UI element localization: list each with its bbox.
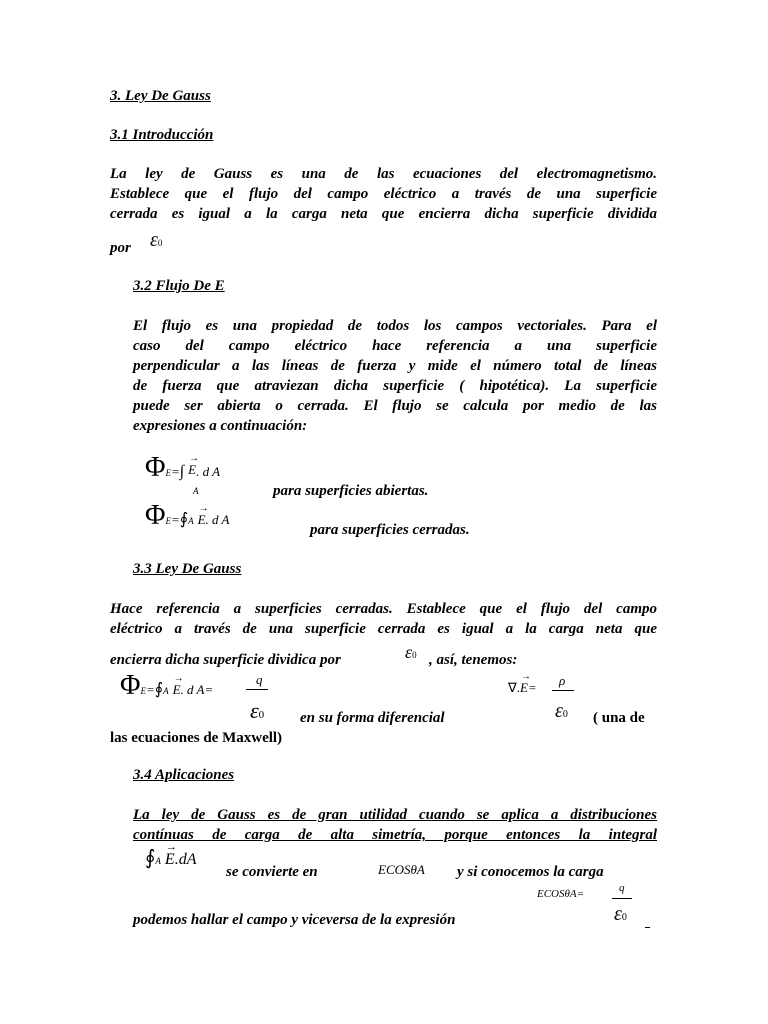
phi-symbol: Φ [145,452,166,483]
paragraph-line: Hace referencia a superficies cerradas. Establece que el flujo del campo [110,601,657,617]
e-vector: → E [188,453,200,477]
subscript-a: A [163,686,169,696]
section-3-2-paragraph [133,316,657,436]
open-surface-label: para superficies abiertas. [273,483,429,499]
subscript-zero: 0 [621,912,627,923]
equals: = [170,512,180,527]
subscript-zero: 0 [412,650,417,660]
ecos-expression: ECOSθA [378,862,425,877]
gauss-integral-formula [120,670,213,702]
section-3-1-paragraph [110,164,657,224]
equals: = [170,464,180,479]
last-line-text: podemos hallar el campo y viceversa de la expresión [133,912,456,928]
integral-e-da [145,841,197,870]
section-3-1-title: 3.1 Introducción [110,127,214,143]
dot-da: .dA [174,851,197,868]
denominator-epsilon [555,700,568,723]
fraction-bar [552,690,574,691]
integral-symbol: ∫ [179,463,185,480]
paragraph-line: El flujo es una propiedad de todos los campos vectoriales. Para el [133,318,657,334]
epsilon-zero [405,642,417,663]
epsilon-symbol: ε [150,229,158,251]
gauss-differential-formula [508,671,537,697]
contour-integral-symbol: ∮ [145,847,156,869]
flux-open-formula [145,452,220,484]
phi-symbol: Φ [120,670,141,701]
differential-form-label: en su forma diferencial [300,710,445,726]
epsilon-symbol: ε [250,698,259,723]
e-vector: → E [172,673,184,697]
fraction-bar [612,898,632,899]
dot-dA: . d A [205,512,230,527]
converts-text: se convierte en [226,864,318,880]
dot-dA-equals: . d A= [180,682,214,697]
maxwell-text: las ecuaciones de Maxwell) [110,730,283,746]
phi-symbol: Φ [145,500,166,531]
section-3-2-title: 3.2 Flujo De E [133,278,225,294]
equals: = [145,682,155,697]
section-3-4-paragraph [133,805,657,845]
numerator-rho: ρ [559,673,566,688]
section-3-title: 3. Ley De Gauss [110,88,211,104]
fraction-bar [246,689,268,690]
paragraph-line: Establece que el flujo del campo eléctrico a través de una superficie [110,186,657,202]
subscript-zero: 0 [562,709,568,720]
subscript-a: A [193,486,199,496]
numerator-q: q [619,882,625,894]
paragraph-line: La ley de Gauss es de gran utilidad cuando se aplica a distribuciones [133,807,657,823]
section-3-3-title: 3.3 Ley De Gauss [133,561,242,577]
dot-dA: . d A [196,464,221,479]
closed-surface-label: para superficies cerradas. [310,522,470,538]
flux-closed-formula [145,500,230,532]
epsilon-symbol: ε [614,903,622,925]
subscript-zero: 0 [157,238,163,248]
epsilon-zero [150,229,162,252]
subscript-e: E [140,686,146,696]
por-text: por [110,240,131,256]
e-vector: → E [519,671,531,695]
contour-integral-symbol: ∮ [179,511,189,528]
paragraph-line: eléctrico a través de una superficie cerrada es igual a la carga neta que [110,621,657,637]
section-3-3-line3-end: , así, tenemos: [429,652,518,668]
paragraph-line: expresiones a continuación: [133,418,308,434]
e-vector: → E [164,841,177,868]
equals: = [527,680,537,695]
ecos-equation: ECOSθA= [537,888,585,900]
trailing-dash [645,927,650,928]
epsilon-symbol: ε [405,642,413,662]
paragraph-line: cerrada es igual a la carga neta que encierra dicha superficie dividida [110,206,657,222]
subscript-a: A [155,856,161,866]
paragraph-line: La ley de Gauss es una de las ecuaciones del electromagnetismo. [110,166,657,182]
paragraph-line: de fuerza que atraviezan dicha superficie ( hipotética). La superficie [133,378,657,394]
denominator-epsilon [614,903,627,926]
subscript-a: A [188,516,194,526]
numerator-q: q [256,672,263,687]
contour-integral-symbol: ∮ [154,681,164,698]
paragraph-line: puede ser abierta o cerrada. El flujo se calcula por medio de las [133,398,657,414]
section-3-3-line3: encierra dicha superficie dividica por [110,652,341,668]
paragraph-line: contínuas de carga de alta simetría, porque entonces la integral [133,827,657,843]
section-3-3-paragraph [110,599,657,639]
e-vector: → E [197,503,209,527]
denominator-epsilon [250,698,264,724]
subscript-zero: 0 [258,709,265,721]
subscript-e: E [165,516,171,526]
paragraph-line: caso del campo eléctrico hace referencia a una superficie [133,338,657,354]
nabla-dot: ∇. [508,680,520,695]
epsilon-symbol: ε [555,700,563,722]
paragraph-line: perpendicular a las líneas de fuerza y mide el número total de líneas [133,358,657,374]
section-3-4-title: 3.4 Aplicaciones [133,767,235,783]
carga-text: y si conocemos la carga [457,864,604,880]
subscript-e: E [165,468,171,478]
una-de-text: ( una de [593,710,645,726]
